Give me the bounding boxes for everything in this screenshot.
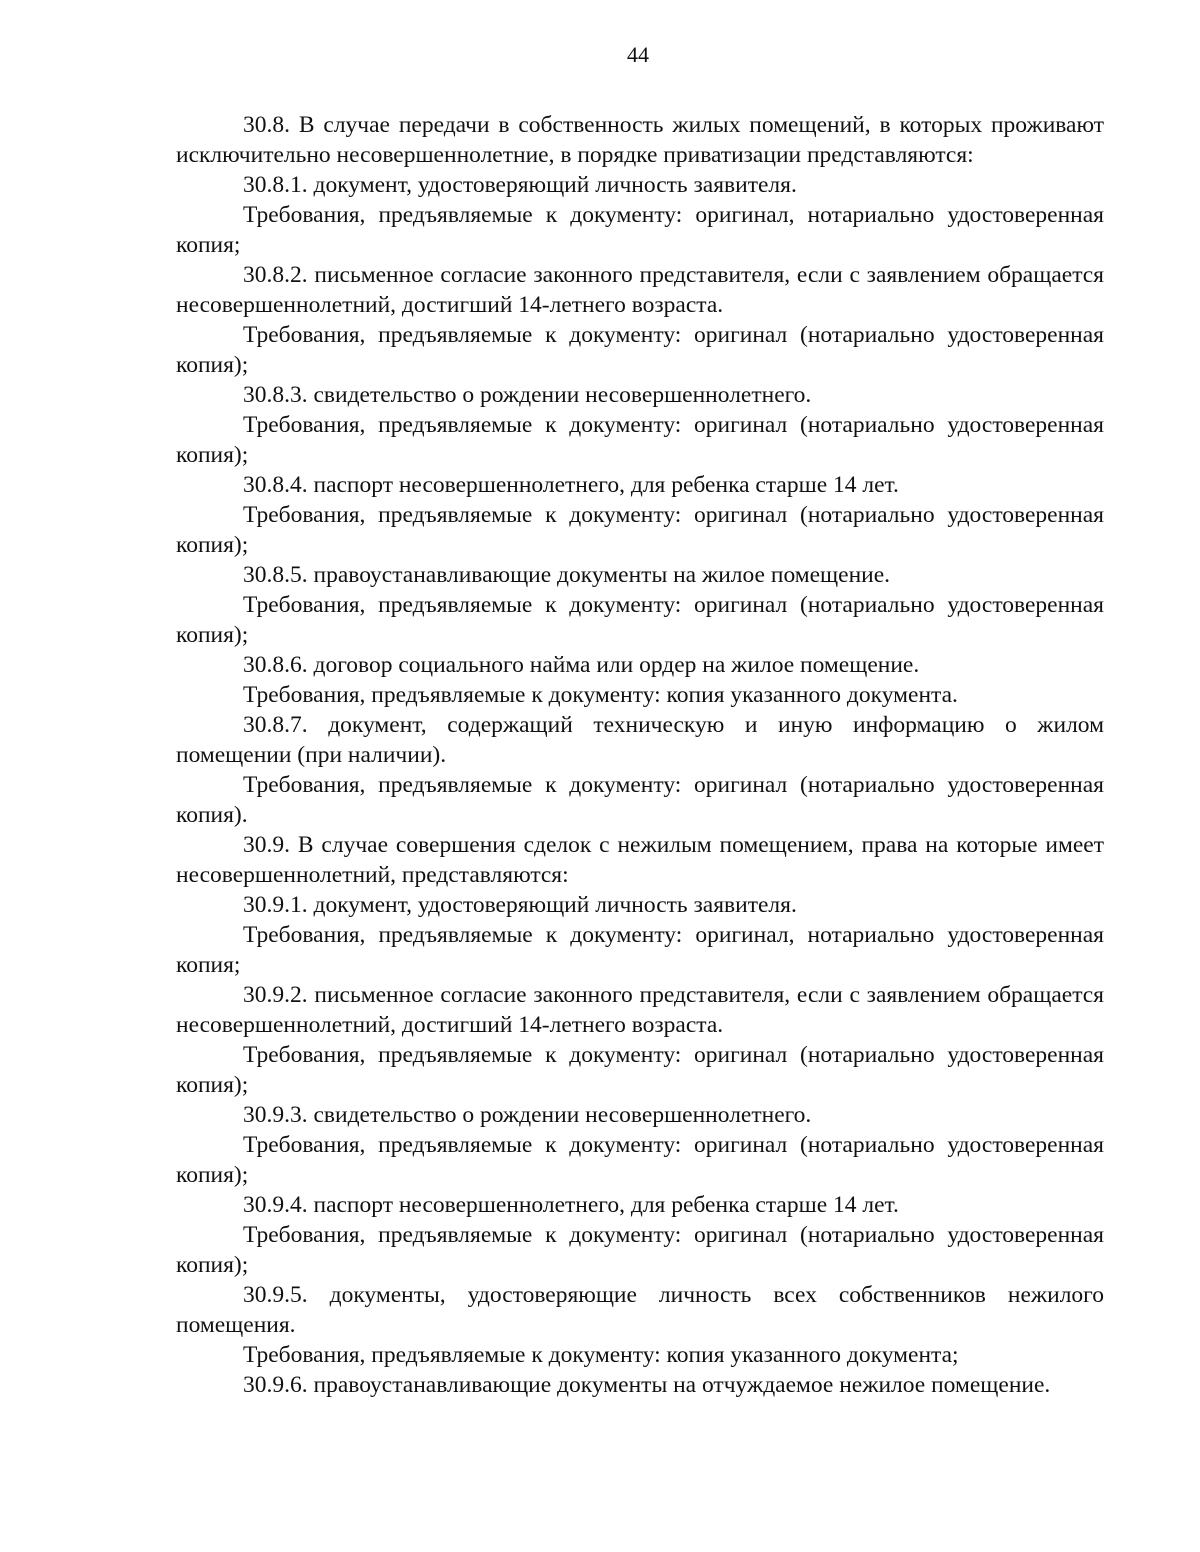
paragraph-30-9-3: 30.9.3. свидетельство о рождении несовершеннолетнего. [243,1102,812,1128]
paragraph-30-8-7: 30.8.7. документ, содержащий техническую и иную информацию о жилом помещении (при наличии). [176,712,1104,768]
requirements-30-8-7: Требования, предъявляемые к документу: оригинал (нотариально удостоверенная копия). [176,772,1104,828]
paragraph-30-8-6: 30.8.6. договор социального найма или ордер на жилое помещение. [243,652,920,678]
requirements-30-9-5: Требования, предъявляемые к документу: копия указанного документа; [243,1342,959,1368]
requirements-30-8-6: Требования, предъявляемые к документу: копия указанного документа. [243,682,958,708]
requirements-30-9-1: Требования, предъявляемые к документу: оригинал, нотариально удостоверенная копия; [176,922,1104,978]
document-body [176,110,1104,1400]
requirements-30-9-3: Требования, предъявляемые к документу: оригинал (нотариально удостоверенная копия); [176,1132,1104,1188]
paragraph-30-8-5: 30.8.5. правоустанавливающие документы на жилое помещение. [243,562,891,588]
paragraph-30-8: 30.8. В случае передачи в собственность жилых помещений, в которых проживают исключительно несовершеннолетние, в порядке приватизации представляются: [176,112,1104,168]
requirements-30-9-4: Требования, предъявляемые к документу: оригинал (нотариально удостоверенная копия); [176,1222,1104,1278]
requirements-30-8-3: Требования, предъявляемые к документу: оригинал (нотариально удостоверенная копия); [176,412,1104,468]
paragraph-30-9-5: 30.9.5. документы, удостоверяющие личность всех собственников нежилого помещения. [176,1282,1104,1338]
paragraph-30-8-1: 30.8.1. документ, удостоверяющий личность заявителя. [243,172,797,198]
paragraph-30-8-2: 30.8.2. письменное согласие законного представителя, если с заявлением обращается несовершеннолетний, достигший 14-летнего возраста. [176,262,1104,318]
requirements-30-8-5: Требования, предъявляемые к документу: оригинал (нотариально удостоверенная копия); [176,592,1104,648]
requirements-30-8-4: Требования, предъявляемые к документу: оригинал (нотариально удостоверенная копия); [176,502,1104,558]
paragraph-30-9-6: 30.9.6. правоустанавливающие документы на отчуждаемое нежилое помещение. [243,1372,1051,1398]
paragraph-30-9-4: 30.9.4. паспорт несовершеннолетнего, для ребенка старше 14 лет. [243,1192,899,1218]
paragraph-30-8-3: 30.8.3. свидетельство о рождении несовершеннолетнего. [243,382,812,408]
page-number: 44 [627,42,649,67]
requirements-30-8-1: Требования, предъявляемые к документу: оригинал, нотариально удостоверенная копия; [176,202,1104,258]
paragraph-30-9: 30.9. В случае совершения сделок с нежилым помещением, права на которые имеет несовершеннолетний, представляются: [176,832,1104,888]
requirements-30-8-2: Требования, предъявляемые к документу: оригинал (нотариально удостоверенная копия); [176,322,1104,378]
requirements-30-9-2: Требования, предъявляемые к документу: оригинал (нотариально удостоверенная копия); [176,1042,1104,1098]
paragraph-30-8-4: 30.8.4. паспорт несовершеннолетнего, для ребенка старше 14 лет. [243,472,899,498]
paragraph-30-9-1: 30.9.1. документ, удостоверяющий личность заявителя. [243,892,797,918]
paragraph-30-9-2: 30.9.2. письменное согласие законного представителя, если с заявлением обращается несовершеннолетний, достигший 14-летнего возраста. [176,982,1104,1038]
